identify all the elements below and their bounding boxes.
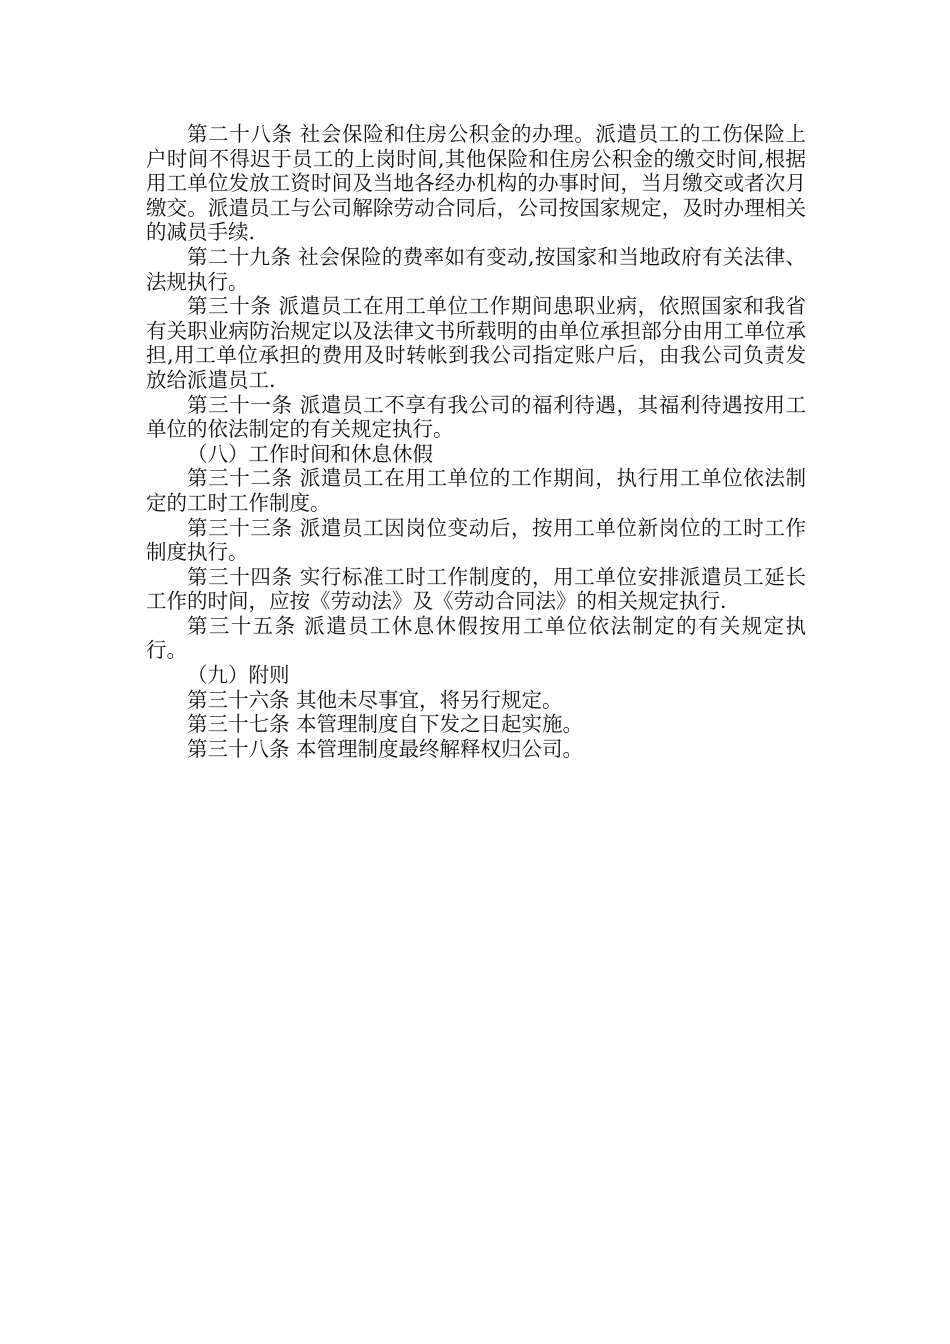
article-33: 第三十三条 派遣员工因岗位变动后，按用工单位新岗位的工时工作制度执行。 bbox=[146, 515, 806, 565]
article-36: 第三十六条 其他未尽事宜，将另行规定。 bbox=[187, 687, 563, 712]
section-heading-9: （九）附则 bbox=[187, 663, 290, 688]
article-37: 第三十七条 本管理制度自下发之日起实施。 bbox=[187, 712, 584, 737]
article-28: 第二十八条 社会保险和住房公积金的办理。派遣员工的工伤保险上户时间不得迟于员工的上岗时间,其他保险和住房公积金的缴交时间,根据用工单位发放工资时间及当地各经办机构的办事时间，当月缴交或者次月缴交。派遣员工与公司解除劳动合同后，公司按国家规定，及时办理相关的减员手续. bbox=[146, 122, 806, 245]
article-35: 第三十五条 派遣员工休息休假按用工单位依法制定的有关规定执行。 bbox=[146, 613, 806, 663]
article-32: 第三十二条 派遣员工在用工单位的工作期间，执行用工单位依法制定的工时工作制度。 bbox=[146, 466, 806, 515]
article-34: 第三十四条 实行标准工时工作制度的，用工单位安排派遣员工延长工作的时间，应按《劳动法》及《劳动合同法》的相关规定执行. bbox=[146, 564, 806, 614]
document-page bbox=[146, 122, 806, 761]
article-38: 第三十八条 本管理制度最终解释权归公司。 bbox=[187, 736, 584, 761]
article-30: 第三十条 派遣员工在用工单位工作期间患职业病，依照国家和我省有关职业病防治规定以及法律文书所载明的由单位承担部分由用工单位承担,用工单位承担的费用及时转帐到我公司指定账户后，由我公司负责发放给派遣员工. bbox=[146, 294, 806, 392]
section-heading-8: （八）工作时间和休息休假 bbox=[187, 441, 433, 466]
article-31: 第三十一条 派遣员工不享有我公司的福利待遇，其福利待遇按用工单位的依法制定的有关规定执行。 bbox=[146, 392, 806, 442]
article-29: 第二十九条 社会保险的费率如有变动,按国家和当地政府有关法律、法规执行。 bbox=[146, 244, 806, 294]
